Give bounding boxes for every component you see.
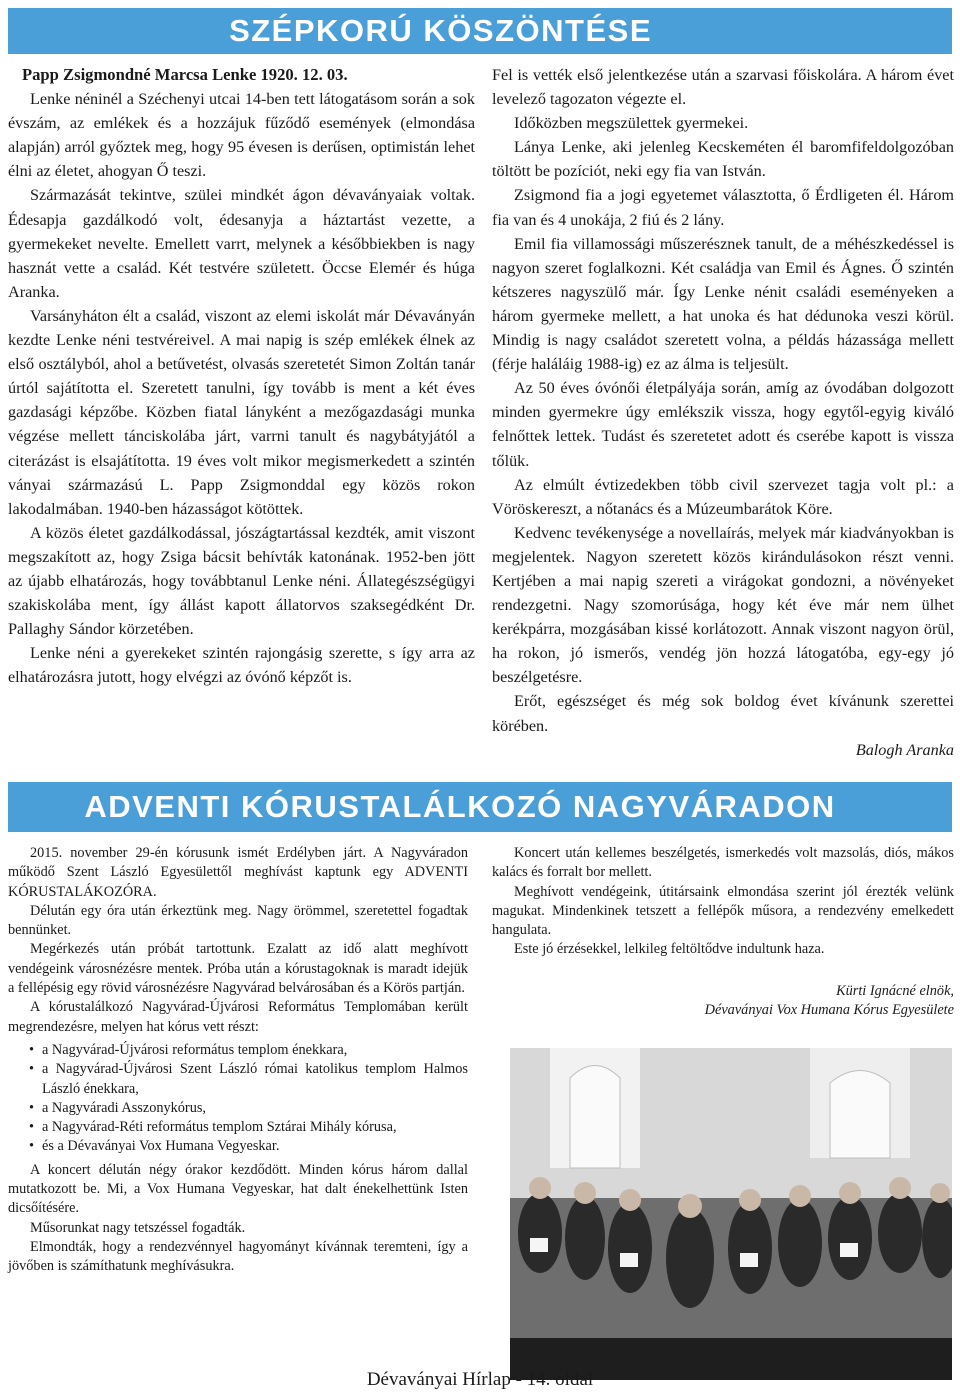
article1-paragraph: Lánya Lenke, aki jelenleg Kecskeméten él baromfifeldolgozóban töltött be pozíciót, neki egy fia van István. [492,138,954,181]
article1-paragraph: Fel is vették első jelentkezése után a szarvasi főiskolára. A három évet levelező tagozaton végezte el. [492,66,954,109]
choir-photo [510,1048,952,1380]
footer-text: Dévaványai Hírlap - 14. oldal [366,1369,594,1390]
article2-title: ADVENTI KÓRUSTALÁLKOZÓ NAGYVÁRADON [84,789,836,824]
list-item: • és a Dévaványai Vox Humana Vegyeskar. [42,1137,468,1156]
article2-paragraph: Koncert után kellemes beszélgetés, ismerkedés volt mazsolás, diós, mákos kalács és forralt bor mellett. [492,845,954,881]
article2-signature-line: Kürti Ignácné elnök, [836,982,954,999]
article1-paragraph: Lenke néni a gyerekeket szintén rajongásig szerette, s így arra az elhatározásra jutott, hogy elvégzi az óvónő képzőt is. [8,644,475,687]
page-footer [0,1369,960,1391]
article1-paragraph: Emil fia villamossági műszerésznek tanult, de a méhészkedéssel is nagyon szeret foglalkozni. Két családja van Emil és Ágnes. Ő szintén kétszeres nagyszülő már. Így Lenke nénit családi eseményeken a három gyermeke mellett, a hat unoka és hat dédunoka veszi körül. Mindig is nagy családot szeretett volna, a példás házassága mellett (férje haláláig 1988-ig) ez az álma is teljesült. [492,234,954,374]
list-item: • a Nagyvárad-Újvárosi Szent László római katolikus templom Halmos László énekkara, [42,1060,468,1099]
article2-paragraph: A kórustalálkozó Nagyvárad-Újvárosi Református Templomában került megrendezésre, melyen hat kórus vett részt: [8,999,468,1035]
article2-paragraph: Meghívott vendégeink, útitársaink elmondása szerint jól érezték velünk magukat. Mindenkinek tetszett a fellépők műsora, a rendezvény emelkedett hangulata. [492,883,954,939]
article1-paragraph: A közös életet gazdálkodással, jószágtartással kezdték, amit viszont megszakított az, hogy Zsiga bácsit behívták katonának. 1952-ben jött az újabb elhatározás, hogy továbbtanul Lenke néni. Állategészségügyi szakiskolába ment, így állást kapott állatorvos szaksegédként Dr. Pallaghy Sándor körzetében. [8,523,475,639]
section-banner-szepkoru [8,8,952,54]
choir-photo-image [510,1048,952,1380]
section-title: SZÉPKORÚ KÖSZÖNTÉSE [229,13,652,48]
list-item: • a Nagyvárad-Réti református templom Sztárai Mihály kórusa, [42,1118,468,1137]
article2-paragraph: Elmondták, hogy a rendezvénnyel hagyományt kívánnak teremteni, így a jövőben is számíthatunk meghívásukra. [8,1238,468,1275]
article1-paragraph: Varsányháton élt a család, viszont az elemi iskolát már Dévaványán kezdte Lenke néni testvéreivel. A mai napig is szép emlékek élnek az első osztályból, ahol a betűvetést, olvasás szeretetét Simon Zoltán tanár úrtól sajátította el. Szeretett tanulni, így tovább is ment a két éves gazdasági képzőbe. Közben fiatal lányként a mezőgazdasági munka végzése mellett tánciskolába járt, varrni tanult és nagybátyjától a citerázást is elsajátította. 19 éves volt mikor megismerkedett a szintén ványai származású L. Papp Zsigmonddal egy közös rokon lakodalmában. 1940-ben házasságot kötöttek. [8,306,475,518]
article1-paragraph: Lenke néninél a Széchenyi utcai 14-ben tett látogatásom során a sok évszám, az emlékek és a hozzájuk fűződő események (elmondása alapján) arról győztek meg, hogy 95 évesen is derűsen, optimistán lehet élni az életet, ahogyan Ő teszi. [8,90,475,181]
article1-signature: Balogh Aranka [855,740,954,759]
article2-paragraph: Megérkezés után próbát tartottunk. Ezalatt az idő alatt meghívott vendégeink városnézésre mentek. Próba után a kórustagoknak is maradt idejük a fellépésig egy rövid városnézésre Nagyvárad belvárosában és a Körös partján. [8,941,468,997]
article2-signature-line: Dévaványai Vox Humana Kórus Egyesülete [704,1002,954,1019]
article2-paragraph: Délután egy óra után érkeztünk meg. Nagy örömmel, szeretettel fogadtak bennünket. [8,902,468,939]
article2-left-column [8,844,468,1277]
list-item: • a Nagyváradi Asszonykórus, [42,1099,468,1118]
article2-paragraph: A koncert délután négy órakor kezdődött. Minden kórus három dallal mutatkozott be. Mi, a Vox Humana Vegyeskar, hat dalt énekelhettünk Isten dicsőítésére. [8,1161,468,1217]
article1-paragraph: Erőt, egészséget és még sok boldog évet kívánunk szerettei körében. [492,692,954,735]
article1-paragraph: Az elmúlt évtizedekben több civil szervezet tagja volt pl.: a Vöröskereszt, a nőtanács és a Múzeumbarátok Köre. [492,475,954,518]
article2-right-column [492,844,954,1020]
article2-paragraph: Műsorunkat nagy tetszéssel fogadták. [30,1219,246,1236]
article1-right-column [492,63,954,762]
list-item: • a Nagyvárad-Újvárosi református templom énekkara, [42,1041,468,1060]
article1-left-column [8,63,475,689]
article1-paragraph: Időközben megszülettek gyermekei. [514,114,749,133]
article1-heading: Papp Zsigmondné Marcsa Lenke 1920. 12. 03. [22,65,348,84]
article1-paragraph: Az 50 éves óvónői életpályája során, amíg az óvodában dolgozott minden gyermekre úgy emlékszik vissza, hogy egytől-egyig kiváló felnőttek lettek. Tudást és szeretetet adott és cserébe kapott is vissza tőlük. [492,379,954,470]
section-banner-adventi [8,782,952,832]
article2-paragraph: 2015. november 29-én kórusunk ismét Erdélyben járt. A Nagyváradon működő Szent László Egyesülettől meghívást kaptunk egy ADVENTI KÓRUSTALÁKOZÓRA. [8,845,468,900]
article1-paragraph: Zsigmond fia a jogi egyetemet választotta, ő Érdligeten él. Három fia van és 4 unokája, 2 fiú és 2 lány. [492,186,954,229]
article2-paragraph: Este jó érzésekkel, lelkileg feltöltődve indultunk haza. [514,941,825,958]
article1-paragraph: Származását tekintve, szülei mindkét ágon dévaványaiak voltak. Édesapja gazdálkodó volt, édesanyja a háztartást vezette, a gyermekeket nevelte. Emellett varrt, melynek a későbbiekben is nagy hasznát vette a család. Két testvére született. Öccse Elemér és húga Aranka. [8,186,475,301]
article1-paragraph: Kedvenc tevékenysége a novellaírás, melyek már kiadványokban is megjelentek. Nagyon szeretett közös kirándulásokon részt venni. Kertjében a mai napig szereti a virágokat gondozni, a növényeket rendezgetni. Nagy szomorúsága, hogy két éve már nem ülhet kerékpárra, mozgásában kissé korlátozott. Annak viszont nagyon örül, ha rokon, jó ismerős, vendég jön hozzá látogatóba, egy-egy jó beszélgetésre. [492,523,954,687]
choir-list [8,1041,468,1157]
